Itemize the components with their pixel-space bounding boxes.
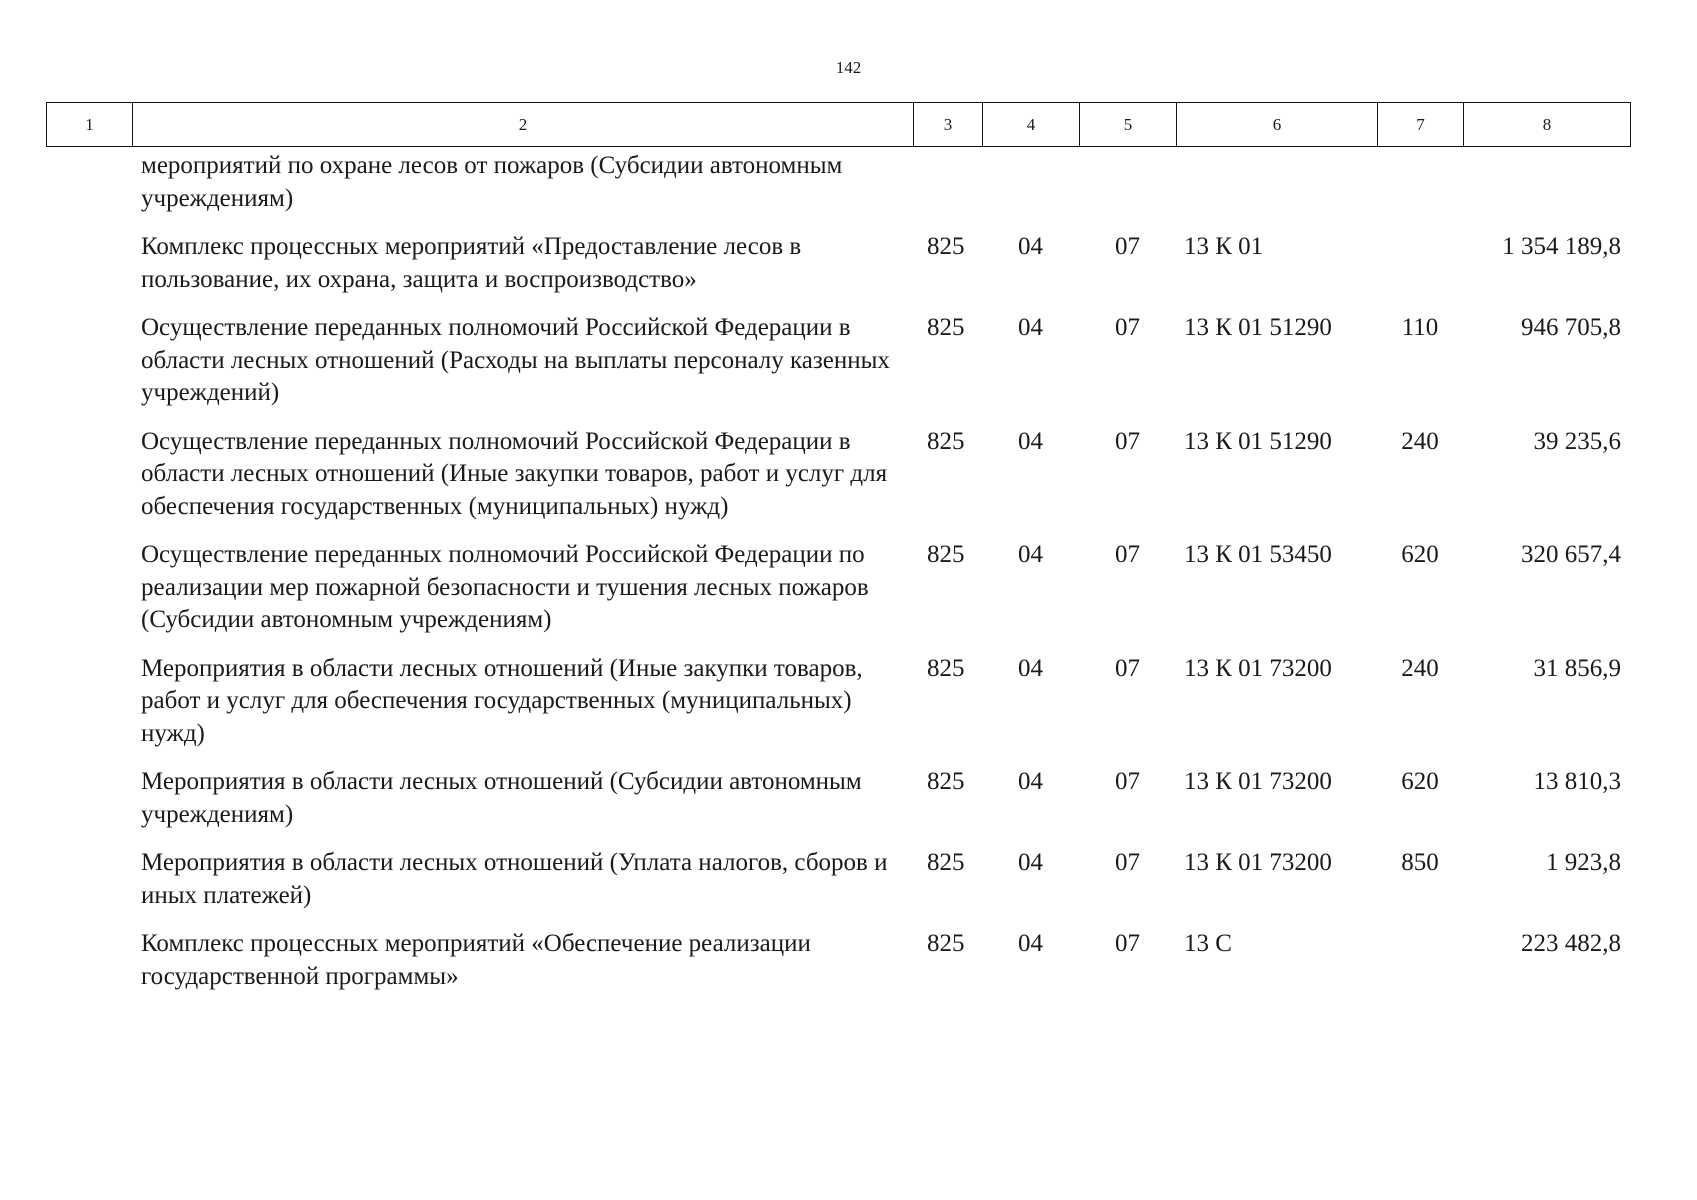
row-col-1 xyxy=(46,847,132,928)
table-row xyxy=(46,312,1630,426)
row-c8: 1 354 189,8 xyxy=(1502,233,1621,260)
row-c5: 07 xyxy=(1115,654,1140,682)
row-col-1 xyxy=(46,539,132,653)
row-c5: 07 xyxy=(1115,314,1140,341)
row-col-1 xyxy=(46,312,132,426)
row-c6: 13 К 01 xyxy=(1184,233,1264,260)
header-col-4: 4 xyxy=(983,103,1080,147)
table-row xyxy=(46,653,1630,767)
row-c7 xyxy=(1377,928,1463,1009)
row-c3: 825 xyxy=(927,233,965,260)
row-c4: 04 xyxy=(1018,541,1043,568)
row-c6: 13 С xyxy=(1184,930,1232,957)
row-c4 xyxy=(982,150,1079,231)
row-c4: 04 xyxy=(1018,427,1043,455)
row-c6: 13 К 01 51290 xyxy=(1184,427,1332,455)
row-c4: 04 xyxy=(1018,849,1043,876)
row-c3: 825 xyxy=(927,541,965,568)
table-row xyxy=(46,426,1630,540)
row-c5: 07 xyxy=(1115,849,1140,876)
table-row xyxy=(46,150,1630,231)
row-c4: 04 xyxy=(1018,768,1043,795)
row-c5: 07 xyxy=(1115,427,1140,455)
row-name: Мероприятия в области лесных отношений (Уплата налогов, сборов и иных платежей) xyxy=(141,849,888,909)
row-c8: 223 482,8 xyxy=(1521,930,1621,957)
table-row xyxy=(46,847,1630,928)
row-col-1 xyxy=(46,426,132,540)
header-col-8: 8 xyxy=(1464,103,1631,147)
row-c7: 850 xyxy=(1401,849,1439,876)
header-col-5: 5 xyxy=(1080,103,1177,147)
row-c3: 825 xyxy=(927,654,965,682)
row-c3: 825 xyxy=(927,849,965,876)
row-c7: 240 xyxy=(1401,427,1439,455)
row-col-1 xyxy=(46,653,132,767)
table-row xyxy=(46,928,1630,1009)
table-row xyxy=(46,231,1630,312)
table-row xyxy=(46,539,1630,653)
row-name: Комплекс процессных мероприятий «Предоставление лесов в пользование, их охрана, защита и воспроизводство» xyxy=(141,233,802,293)
row-c8 xyxy=(1463,150,1630,231)
row-c4: 04 xyxy=(1018,930,1043,957)
row-c3: 825 xyxy=(927,314,965,341)
row-name: Мероприятия в области лесных отношений (Иные закупки товаров, работ и услуг для обеспечения государственных (муниципальных) нужд) xyxy=(141,654,863,747)
row-col-1 xyxy=(46,150,132,231)
row-c7: 620 xyxy=(1401,541,1439,568)
row-c8: 31 856,9 xyxy=(1533,654,1621,682)
row-c4: 04 xyxy=(1018,314,1043,341)
row-c6: 13 К 01 73200 xyxy=(1184,654,1332,682)
row-c7: 240 xyxy=(1401,654,1439,682)
row-c5: 07 xyxy=(1115,930,1140,957)
row-c5 xyxy=(1079,150,1176,231)
row-name: Осуществление переданных полномочий Российской Федерации в области лесных отношений (Расходы на выплаты персоналу казенных учреждений) xyxy=(141,314,890,406)
row-c5: 07 xyxy=(1115,541,1140,568)
row-c8: 39 235,6 xyxy=(1533,427,1621,455)
header-col-6: 6 xyxy=(1177,103,1378,147)
row-name: Осуществление переданных полномочий Российской Федерации по реализации мер пожарной безопасности и тушения лесных пожаров (Субсидии автономным учреждениям) xyxy=(141,541,869,633)
row-col-1 xyxy=(46,766,132,847)
row-c7 xyxy=(1377,231,1463,312)
row-col-1 xyxy=(46,928,132,1009)
row-c7: 620 xyxy=(1401,768,1439,795)
budget-table xyxy=(46,150,1630,1009)
row-c8: 13 810,3 xyxy=(1533,768,1621,795)
row-c3: 825 xyxy=(927,427,965,455)
header-col-2: 2 xyxy=(133,103,914,147)
row-c8: 320 657,4 xyxy=(1521,541,1621,568)
row-c6: 13 К 01 73200 xyxy=(1184,849,1332,876)
row-c3: 825 xyxy=(927,930,965,957)
row-c3 xyxy=(913,150,982,231)
row-name: Мероприятия в области лесных отношений (Субсидии автономным учреждениям) xyxy=(141,768,862,828)
header-col-1: 1 xyxy=(47,103,133,147)
row-c5: 07 xyxy=(1115,768,1140,795)
row-c4: 04 xyxy=(1018,654,1043,682)
row-c6: 13 К 01 53450 xyxy=(1184,541,1332,568)
table-row xyxy=(46,766,1630,847)
row-c6: 13 К 01 73200 xyxy=(1184,768,1332,795)
row-c5: 07 xyxy=(1115,233,1140,260)
row-c8: 1 923,8 xyxy=(1546,849,1621,876)
row-c6 xyxy=(1176,150,1377,231)
header-col-3: 3 xyxy=(914,103,983,147)
row-name: Осуществление переданных полномочий Российской Федерации в области лесных отношений (Иные закупки товаров, работ и услуг для обеспечения государственных (муниципальных) нужд) xyxy=(141,427,888,520)
row-c6: 13 К 01 51290 xyxy=(1184,314,1332,341)
page-number: 142 xyxy=(835,58,862,77)
row-c4: 04 xyxy=(1018,233,1043,260)
row-c7 xyxy=(1377,150,1463,231)
row-c8: 946 705,8 xyxy=(1521,314,1621,341)
row-c7: 110 xyxy=(1401,314,1439,341)
row-col-1 xyxy=(46,231,132,312)
column-number-header xyxy=(46,102,1631,147)
row-c3: 825 xyxy=(927,768,965,795)
row-name: мероприятий по охране лесов от пожаров (Субсидии автономным учреждениям) xyxy=(141,152,843,212)
row-name: Комплекс процессных мероприятий «Обеспечение реализации государственной программы» xyxy=(141,930,811,990)
header-col-7: 7 xyxy=(1378,103,1464,147)
